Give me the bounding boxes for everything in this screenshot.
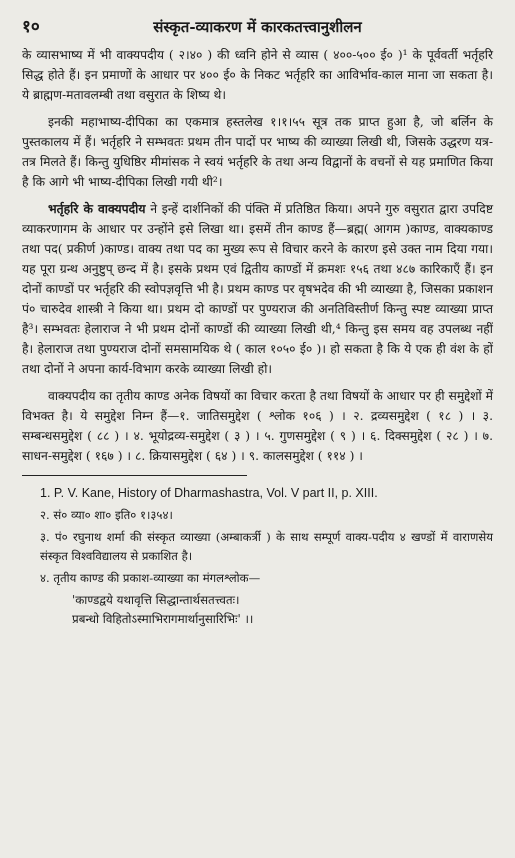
paragraph-3-text: ने इन्हें दार्शनिकों की पंक्ति में प्रतिष्ठित किया। अपने गुरु वसुरात द्वारा उपदिष्ट व्याकरणागम के आधार पर उन्होंने इसे लिखा था। इसमें तीन काण्ड हैं—ब्रह्म( आगम )काण्ड, वाक्यकाण्ड तथा पद( प्रकीर्ण )काण्ड। वाक्य तथा पद का मुख्य रूप से विचार करने के कारण इसे उक्त नाम दिया गया। यह पूरा ग्रन्थ अनुष्टुप् छन्द में है। इसके प्रथम एवं द्वितीय काण्डों में क्रमशः १५६ तथा ४८७ कारिकाएँ हैं। इन दोनों काण्डों पर भर्तृहरि की स्वोपज्ञवृत्ति भी है। प्रथम काण्ड पर वृषभदेव की भी व्याख्या है, जिसका प्रकाशन पं० चारुदेव शास्त्री ने किया था। प्रथम दो काण्डों पर पुण्यराज की अनतिविस्तीर्ण किन्तु स्पष्ट व्याख्या प्राप्त है³। सम्भवतः हेलाराज ने भी प्रथम दोनों काण्डों की व्याख्या लिखी थी,⁴ किन्तु इस समय वह उपलब्ध नहीं है। हेलाराज तथा पुण्यराज दोनों समसामयिक थे ( काल १०५० ई० )। हो सकता है कि ये एक ही वंश के हों तथा दोनों ने अपना कार्य-विभाग करके व्याख्या लिखी हो।: [22, 202, 494, 376]
verse-line-1: 'काण्डद्वये यथावृत्ति सिद्धान्तार्थसतत्त्वतः।: [72, 593, 240, 607]
footnote-divider: [22, 475, 247, 476]
footnote-3: ३. पं० रघुनाथ शर्मा की संस्कृत व्याख्या (अम्बाकर्त्री ) के साथ सम्पूर्ण वाक्य-पदीय ४ खण्डों में वाराणसेय संस्कृत विश्वविद्यालय से प्रकाशित है।: [40, 530, 493, 563]
running-title: संस्कृत-व्याकरण में कारकतत्त्वानुशीलन: [153, 18, 362, 36]
paragraph-3: [22, 199, 493, 379]
page-number: १०: [22, 17, 40, 37]
footnote-1: 1. P. V. Kane, History of Dharmashastra, Vol. V part II, p. XIII.: [40, 486, 378, 500]
footnote-4: ४. तृतीय काण्ड की प्रकाश-व्याख्या का मंगलश्लोक—: [40, 571, 261, 585]
footnotes: [22, 484, 493, 629]
footnote-2: २. सं० व्या० शा० इति० १।३५४।: [40, 508, 173, 522]
paragraph-1: के व्यासभाष्य में भी वाक्यपदीय ( २।४० ) की ध्वनि होने से व्यास ( ४००-५०० ई० )¹ के पूर्ववर्ती भर्तृहरि सिद्ध होते हैं। इन प्रमाणों के आधार पर ४०० ई० के निकट भर्तृहरि का आविर्भाव-काल माना जा सकता है। ये ब्राह्मण-मतावलम्बी तथा वसुरात के शिष्य थे।: [22, 48, 493, 102]
page-header: [22, 14, 493, 37]
paragraph-4: वाक्यपदीय का तृतीय काण्ड अनेक विषयों का विचार करता है तथा विषयों के आधार पर ही समुद्देशों में विभक्त है। ये समुद्देश निम्न हैं—१. जातिसमुद्देश ( श्लोक १०६ ) । २. द्रव्यसमुद्देश ( १८ ) । ३. सम्बन्धसमुद्देश ( ८८ ) । ४. भूयोद्रव्य-समुद्देश ( ३ ) । ५. गुणसमुद्देश ( ९ ) । ६. दिक्समुद्देश ( २८ ) । ७. साधन-समुद्देश ( १६७ ) । ८. क्रियासमुद्देश ( ६४ ) । ९. कालसमुद्देश ( ११४ ) ।: [22, 389, 493, 463]
verse-line-2: प्रबन्धो विहितोऽस्माभिरागमार्थानुसारिभिः' ।।: [72, 612, 254, 626]
paragraph-3-lead: भर्तृहरि के वाक्यपदीय: [48, 201, 146, 216]
paragraph-2: इनकी महाभाष्य-दीपिका का एकमात्र हस्तलेख १।१।५५ सूत्र तक प्राप्त हुआ है, जो बर्लिन के पुस्तकालय में हैं। भर्तृहरि ने सम्भवतः प्रथम तीन पादों पर भाष्य की व्याख्या लिखी थी, जिसके उद्धरण यत्र-तत्र मिलते हैं। किन्तु युधिष्ठिर मीमांसक ने स्वयं भर्तृहरि के तथा अन्य विद्वानों के वचनों से यह प्रमाणित किया है कि आगे भी भाष्य-दीपिका लिखी गयी थी²।: [22, 115, 493, 189]
